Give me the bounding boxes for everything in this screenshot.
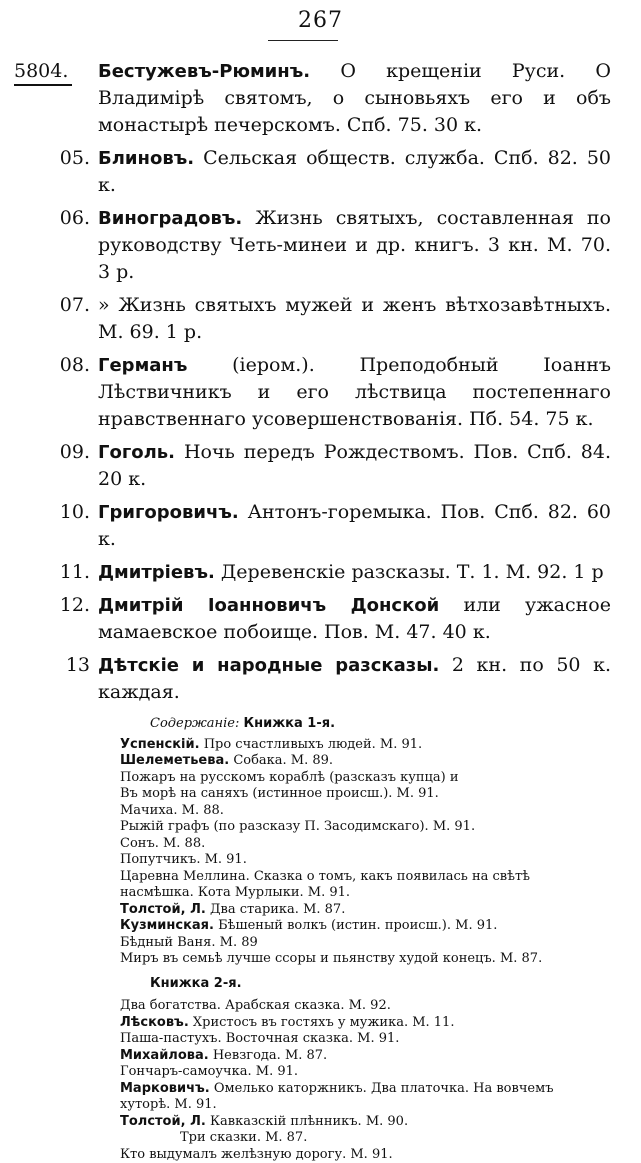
entry-text: » Жизнь святыхъ мужей и женъ вѣтхозавѣтныхъ. М. 69. 1 р.	[98, 294, 611, 343]
page-number: 267	[0, 8, 641, 33]
catalog-entry	[0, 499, 641, 553]
catalog-entry	[0, 205, 641, 286]
catalog-entry	[0, 559, 641, 586]
contents-item	[120, 1015, 620, 1032]
book2-list	[120, 998, 620, 1163]
entry-author: Григоровичъ.	[98, 502, 239, 523]
contents-item	[120, 1064, 620, 1081]
entry-text: Антонъ-горемыка. Пов. Спб. 82. 60 к.	[98, 501, 611, 550]
contents-item	[120, 753, 620, 770]
contents-item-author: Лѣсковъ.	[120, 1015, 189, 1030]
contents-label: Содержаніе:	[150, 716, 239, 731]
contents-item-text: Царевна Меллина. Сказка о томъ, какъ появилась на свѣтѣ	[120, 869, 530, 884]
contents-item-text: Христосъ въ гостяхъ у мужика. М. 11.	[193, 1015, 455, 1030]
catalog-entry	[0, 352, 641, 433]
contents-item	[120, 1114, 620, 1131]
contents-item-author: Шелеметьева.	[120, 753, 229, 768]
entry-text: 2 кн. по 50 к. каждая.	[98, 654, 611, 703]
entry-author: Дѣтскіе и народные разсказы.	[98, 655, 439, 676]
contents-item-author: Кузминская.	[120, 918, 214, 933]
contents-item	[120, 998, 620, 1015]
contents-item-text: Рыжій графъ (по разсказу П. Засодимскаго). М. 91.	[120, 819, 475, 834]
contents-item-text: Два старика. М. 87.	[210, 902, 345, 917]
entry-number: 07.	[20, 292, 90, 319]
contents-item	[120, 803, 620, 820]
contents-item-text: Собака. М. 89.	[233, 753, 333, 768]
entry-author: Блиновъ.	[98, 148, 194, 169]
contents-item	[120, 836, 620, 853]
catalog-entry	[0, 652, 641, 706]
entry-author: Виноградовъ.	[98, 208, 242, 229]
entry-number: 05.	[20, 145, 90, 172]
contents-item	[120, 885, 620, 902]
entry-text: О крещеніи Руси. О Владимірѣ святомъ, о сыновьяхъ его и объ монастырѣ печерскомъ. Спб. 75. 30 к.	[98, 60, 611, 136]
contents-item-text: хуторѣ. М. 91.	[120, 1097, 217, 1112]
contents-item	[120, 1048, 620, 1065]
entry-author: Германъ	[98, 355, 187, 376]
catalog-entry	[0, 292, 641, 346]
contents-item-text: Бѣшеный волкъ (истин. происш.). М. 91.	[218, 918, 497, 933]
contents-item-text: насмѣшка. Кота Мурлыки. М. 91.	[120, 885, 350, 900]
entry-author: Дмитріевъ.	[98, 562, 215, 583]
entry-number: 10.	[20, 499, 90, 526]
contents-item	[120, 918, 620, 935]
page-number-rule	[268, 40, 338, 41]
contents-item	[120, 935, 620, 952]
entry-number-underline	[14, 84, 72, 86]
entry-text: (іером.). Преподобный Іоаннъ Лѣствичникъ и его лѣствица постепеннаго нравственнаго усовершенствованія. Пб. 54. 75 к.	[98, 354, 611, 430]
contents-item-author: Марковичъ.	[120, 1081, 210, 1096]
contents-item-text: Омелько каторжникъ. Два платочка. На вовчемъ	[214, 1081, 554, 1096]
entry-author: Гоголь.	[98, 442, 175, 463]
entry-number: 08.	[20, 352, 90, 379]
contents-item-text: Кавказскій плѣнникъ. М. 90.	[210, 1114, 408, 1129]
contents-item-author: Успенскій.	[120, 737, 200, 752]
contents-section	[120, 716, 620, 1163]
contents-item	[120, 786, 620, 803]
entry-author: Бестужевъ-Рюминъ.	[98, 61, 310, 82]
contents-item-text: Невзгода. М. 87.	[213, 1048, 327, 1063]
entry-text: Сельская обществ. служба. Спб. 82. 50 к.	[98, 147, 611, 196]
entry-number: 5804.	[14, 58, 94, 85]
book1-heading: Книжка 1-я.	[244, 716, 336, 731]
contents-item-text: Кто выдумалъ желѣзную дорогу. М. 91.	[120, 1147, 393, 1162]
contents-item-text: Попутчикъ. М. 91.	[120, 852, 247, 867]
entry-number: 09.	[20, 439, 90, 466]
contents-item	[120, 1097, 620, 1114]
entry-text: Ночь передъ Рождествомъ. Пов. Спб. 84. 20 к.	[98, 441, 611, 490]
entry-text: Деревенскіе разсказы. Т. 1. М. 92. 1 р	[221, 561, 604, 583]
contents-item	[120, 1130, 620, 1147]
contents-item-author: Толстой, Л.	[120, 902, 206, 917]
contents-heading	[120, 716, 620, 733]
contents-item-text: Про счастливыхъ людей. М. 91.	[204, 737, 423, 752]
contents-item	[120, 1147, 620, 1163]
book1-list	[120, 737, 620, 968]
contents-item-text: Мачиха. М. 88.	[120, 803, 224, 818]
contents-item	[120, 951, 620, 968]
contents-item	[120, 902, 620, 919]
contents-item-text: Сонъ. М. 88.	[120, 836, 205, 851]
contents-item	[120, 819, 620, 836]
contents-item	[120, 737, 620, 754]
entry-number: 11.	[20, 559, 90, 586]
contents-item	[120, 869, 620, 886]
contents-item	[120, 852, 620, 869]
contents-item	[120, 1081, 620, 1098]
catalog-entry	[0, 592, 641, 646]
contents-item-text: Гончаръ-самоучка. М. 91.	[120, 1064, 298, 1079]
catalog-entry	[0, 145, 641, 199]
entry-number: 12.	[20, 592, 90, 619]
contents-item-text: Въ морѣ на саняхъ (истинное происш.). М. 91.	[120, 786, 439, 801]
entry-author: Дмитрій Іоанновичъ Донской	[98, 595, 439, 616]
contents-item	[120, 770, 620, 787]
contents-item-author: Михайлова.	[120, 1048, 209, 1063]
contents-item-text: Два богатства. Арабская сказка. М. 92.	[120, 998, 391, 1013]
catalog-entries	[0, 58, 641, 712]
contents-item-text: Бѣдный Ваня. М. 89	[120, 935, 258, 950]
catalog-entry	[0, 58, 641, 139]
contents-item-author: Толстой, Л.	[120, 1114, 206, 1129]
contents-item-text: Миръ въ семьѣ лучше ссоры и пьянству худой конецъ. М. 87.	[120, 951, 542, 966]
contents-item-text: Пожаръ на русскомъ кораблѣ (разсказъ купца) и	[120, 770, 459, 785]
entry-number: 13	[20, 652, 90, 679]
catalog-entry	[0, 439, 641, 493]
contents-item	[120, 1031, 620, 1048]
contents-item-text: Паша-пастухъ. Восточная сказка. М. 91.	[120, 1031, 399, 1046]
contents-item-text: Три сказки. М. 87.	[180, 1130, 307, 1145]
entry-text: или ужасное мамаевское побоище. Пов. М. 47. 40 к.	[98, 594, 611, 643]
entry-number: 06.	[20, 205, 90, 232]
book2-heading: Книжка 2-я.	[120, 976, 620, 993]
entry-text: Жизнь святыхъ, составленная по руководству Четь-минеи и др. книгъ. 3 кн. М. 70. 3 р.	[98, 207, 611, 283]
